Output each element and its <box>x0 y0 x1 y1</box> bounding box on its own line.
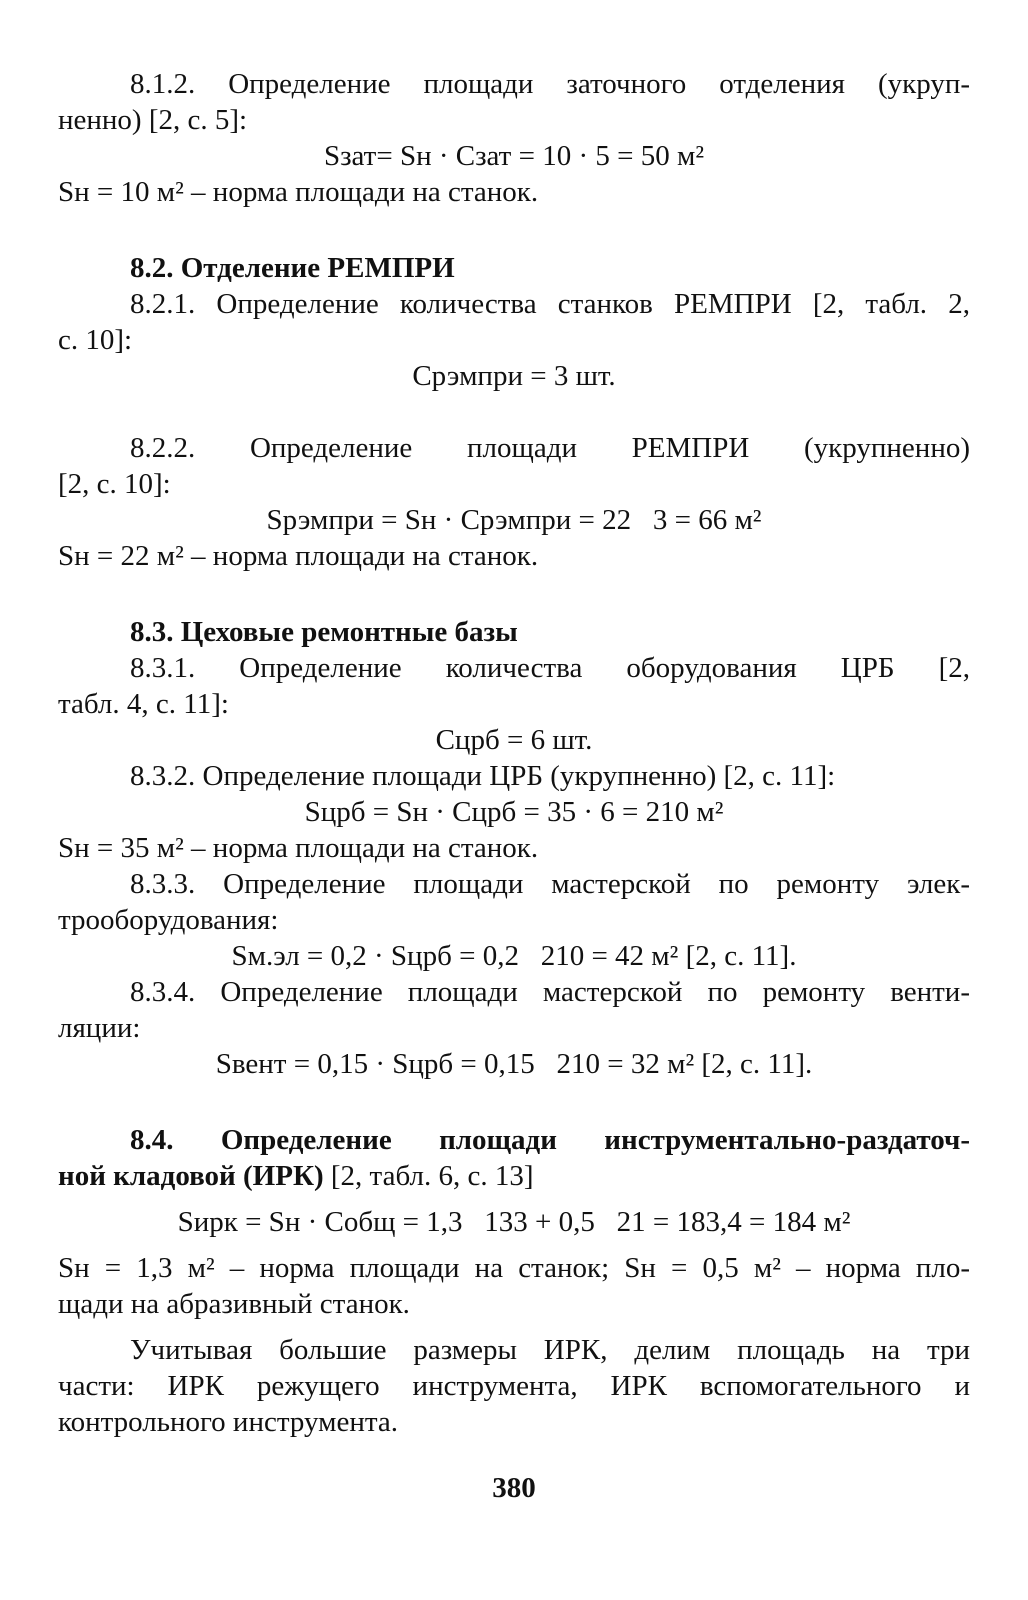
heading-reference: [2, табл. 6, с. 13] <box>323 1160 534 1192</box>
formula-rempri-area: Sрэмпри = Sн · Срэмпри = 22 3 = 66 м² <box>266 504 762 536</box>
paragraph-8-3-3-line-2: трооборудования: <box>58 904 279 936</box>
formula-electro-workshop-area: Sм.эл = 0,2 · Sцрб = 0,2 210 = 42 м² [2, с. 11]. <box>231 940 797 972</box>
paragraph-8-3-4-line-2: ляции: <box>58 1012 141 1044</box>
formula-zatochnoe-area: Sзат= Sн · Сзат = 10 · 5 = 50 м² <box>323 140 705 172</box>
page-number: 380 <box>492 1472 536 1504</box>
paragraph-8-2-2-line-2: [2, с. 10]: <box>58 468 171 500</box>
paragraph-8-2-2-line-1: 8.2.2. Определение площади РЕМПРИ (укрупненно) <box>130 432 970 464</box>
formula-vent-workshop-area: Sвент = 0,15 · Sцрб = 0,15 210 = 32 м² [2, с. 11]. <box>215 1048 813 1080</box>
formula-crb-count: Сцрб = 6 шт. <box>435 724 593 756</box>
section-heading-8-4-line-1: 8.4. Определение площади инструментально-раздаточ- <box>130 1124 970 1156</box>
section-heading-8-2: 8.2. Отделение РЕМПРИ <box>130 252 455 284</box>
paragraph-8-2-1-line-1: 8.2.1. Определение количества станков РЕМПРИ [2, табл. 2, <box>130 288 970 320</box>
paragraph-8-3-1-line-1: 8.3.1. Определение количества оборудования ЦРБ [2, <box>130 652 970 684</box>
note-norm-area-10: Sн = 10 м² – норма площади на станок. <box>58 176 539 208</box>
note-norms-irk-line-2: щади на абразивный станок. <box>58 1288 410 1320</box>
document-page <box>58 66 970 1506</box>
paragraph-8-3-3-line-1: 8.3.3. Определение площади мастерской по ремонту элек- <box>130 868 970 900</box>
paragraph-irk-division-line-3: контрольного инструмента. <box>58 1406 398 1438</box>
paragraph-8-1-2-line-2: ненно) [2, с. 5]: <box>58 104 248 136</box>
formula-irk-area: Sирк = Sн · Собщ = 1,3 133 + 0,5 21 = 183,4 = 184 м² <box>177 1206 851 1238</box>
note-norm-area-35: Sн = 35 м² – норма площади на станок. <box>58 832 539 864</box>
note-norm-area-22: Sн = 22 м² – норма площади на станок. <box>58 540 539 572</box>
paragraph-8-2-1-line-2: с. 10]: <box>58 324 133 356</box>
note-norms-irk-line-1: Sн = 1,3 м² – норма площади на станок; Sн = 0,5 м² – норма пло- <box>58 1252 970 1284</box>
heading-bold-part: ной кладовой (ИРК) <box>58 1160 324 1192</box>
paragraph-8-1-2-line-1: 8.1.2. Определение площади заточного отделения (укруп- <box>130 68 970 100</box>
section-heading-8-3: 8.3. Цеховые ремонтные базы <box>130 616 518 648</box>
paragraph-8-3-1-line-2: табл. 4, с. 11]: <box>58 688 229 720</box>
paragraph-irk-division-line-2: части: ИРК режущего инструмента, ИРК вспомогательного и <box>58 1370 970 1402</box>
paragraph-8-3-2: 8.3.2. Определение площади ЦРБ (укрупненно) [2, с. 11]: <box>130 760 836 792</box>
paragraph-irk-division-line-1: Учитывая большие размеры ИРК, делим площадь на три <box>130 1334 970 1366</box>
section-heading-8-4-line-2 <box>58 1158 970 1194</box>
formula-rempri-count: Срэмпри = 3 шт. <box>412 360 616 392</box>
paragraph-8-3-4-line-1: 8.3.4. Определение площади мастерской по ремонту венти- <box>130 976 970 1008</box>
formula-crb-area: Sцрб = Sн · Сцрб = 35 · 6 = 210 м² <box>304 796 724 828</box>
